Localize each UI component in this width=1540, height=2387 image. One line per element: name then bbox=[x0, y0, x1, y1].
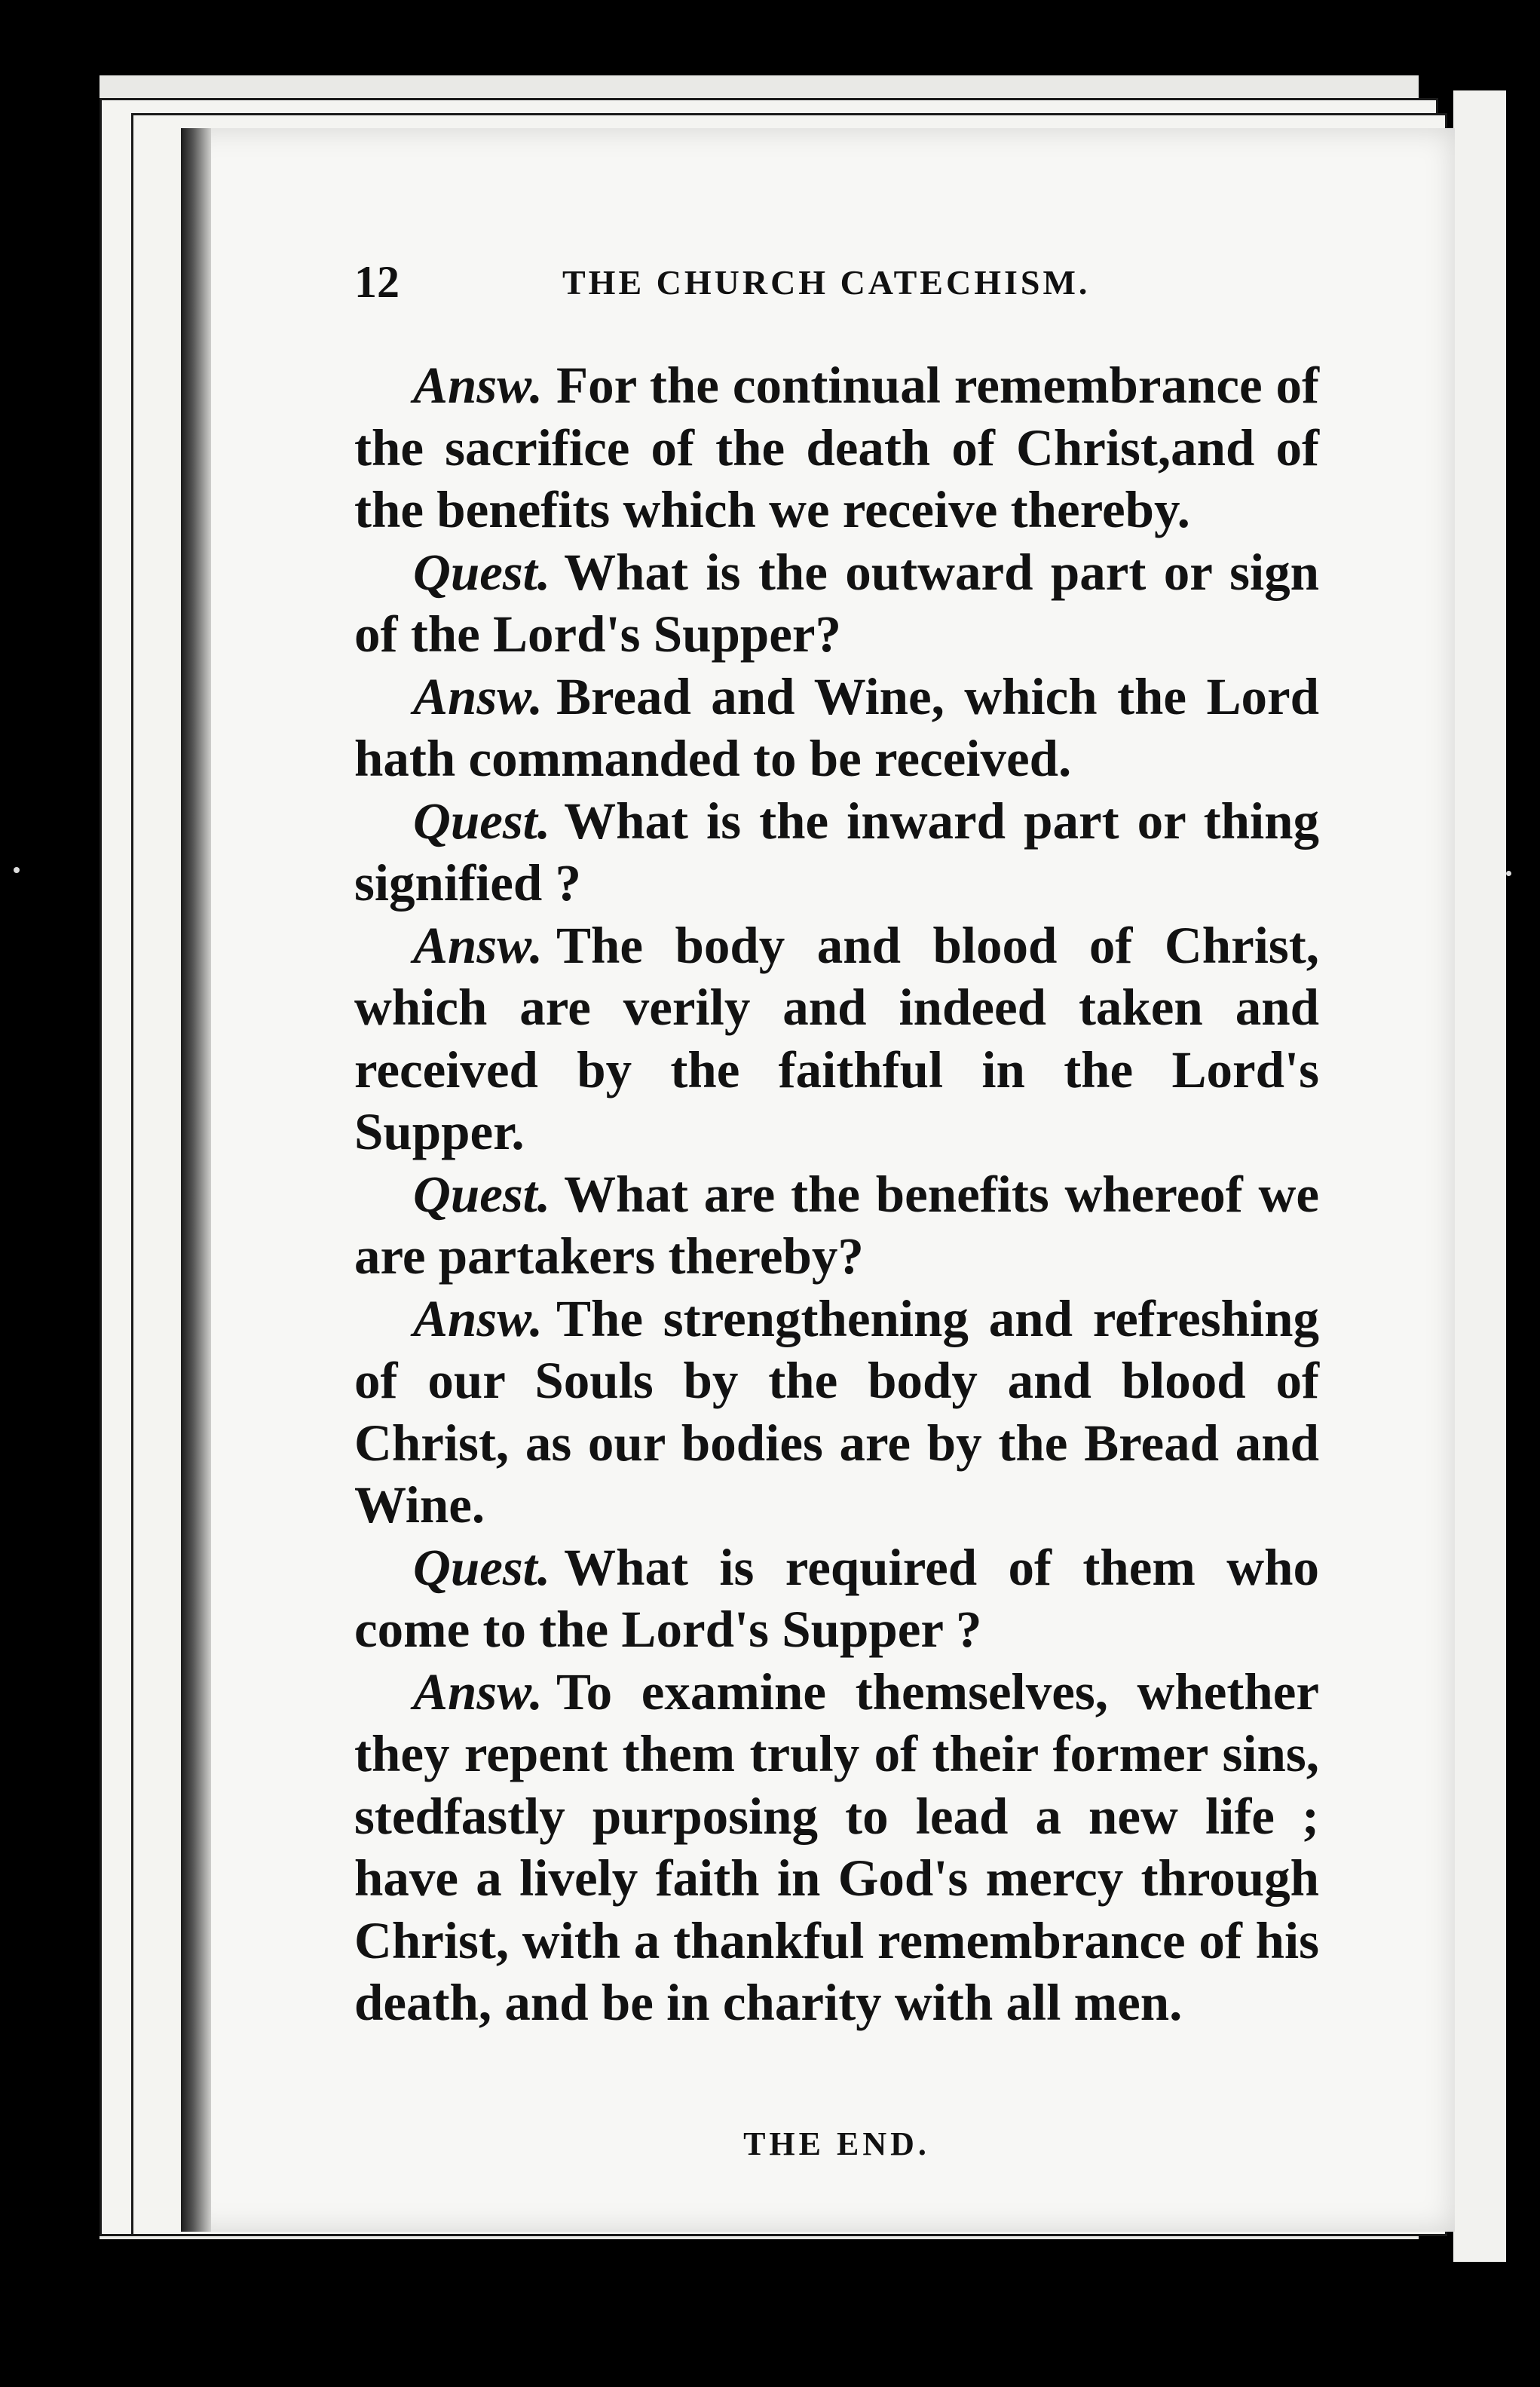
speaker-label: Answ. bbox=[413, 357, 543, 414]
adjacent-page-edge bbox=[1453, 90, 1506, 2262]
paragraph bbox=[354, 1537, 1319, 1661]
paragraph bbox=[354, 790, 1319, 915]
speaker-label: Answ. bbox=[413, 1289, 543, 1347]
catechism-text bbox=[354, 354, 1319, 2034]
paragraph-text: What are the benefits whereof we are partakers thereby? bbox=[354, 1165, 1319, 1285]
running-head bbox=[354, 256, 1319, 317]
speaker-label: Answ. bbox=[413, 667, 543, 725]
paragraph-text: What is the outward part or sign of the Lord's Supper? bbox=[354, 543, 1319, 663]
paragraph bbox=[354, 1288, 1319, 1537]
paragraph bbox=[354, 1163, 1319, 1288]
speaker-label: Answ. bbox=[413, 916, 543, 974]
paragraph-text: Bread and Wine, which the Lord hath commanded to be received. bbox=[354, 667, 1319, 787]
speaker-label: Quest. bbox=[413, 1165, 551, 1223]
page-number: 12 bbox=[354, 257, 400, 307]
running-title: THE CHURCH CATECHISM. bbox=[562, 263, 1091, 302]
paragraph bbox=[354, 915, 1319, 1163]
paragraph bbox=[354, 666, 1319, 790]
film-speck bbox=[1506, 871, 1511, 876]
paragraph-text: The body and blood of Christ, which are verily and indeed taken and received by the faithful in the Lord's Supper. bbox=[354, 916, 1319, 1160]
paragraph bbox=[354, 354, 1319, 541]
paragraph-text: The strengthening and refreshing of our Souls by the body and blood of Christ, as our bodies are by the Bread and Wine. bbox=[354, 1289, 1319, 1534]
paragraph bbox=[354, 1661, 1319, 2034]
page-gutter-shadow bbox=[181, 128, 211, 2232]
paragraph-text: What is required of them who come to the Lord's Supper ? bbox=[354, 1538, 1319, 1658]
speaker-label: Answ. bbox=[413, 1662, 543, 1721]
paragraph-text: To examine themselves, whether they repent them truly of their former sins, stedfastly purposing to lead a new life ; have a lively faith in God's mercy through Christ, with a thankful remembrance of his death, and be in charity with all men. bbox=[354, 1662, 1319, 2031]
the-end-label: THE END. bbox=[743, 2125, 930, 2162]
speaker-label: Quest. bbox=[413, 543, 551, 601]
film-speck bbox=[14, 867, 20, 873]
paragraph bbox=[354, 541, 1319, 666]
speaker-label: Quest. bbox=[413, 792, 551, 850]
paragraph-text: For the continual remembrance of the sacrifice of the death of Christ,and of the benefits which we receive thereby. bbox=[354, 357, 1319, 538]
paragraph-text: What is the inward part or thing signified ? bbox=[354, 792, 1319, 912]
speaker-label: Quest. bbox=[413, 1538, 551, 1596]
